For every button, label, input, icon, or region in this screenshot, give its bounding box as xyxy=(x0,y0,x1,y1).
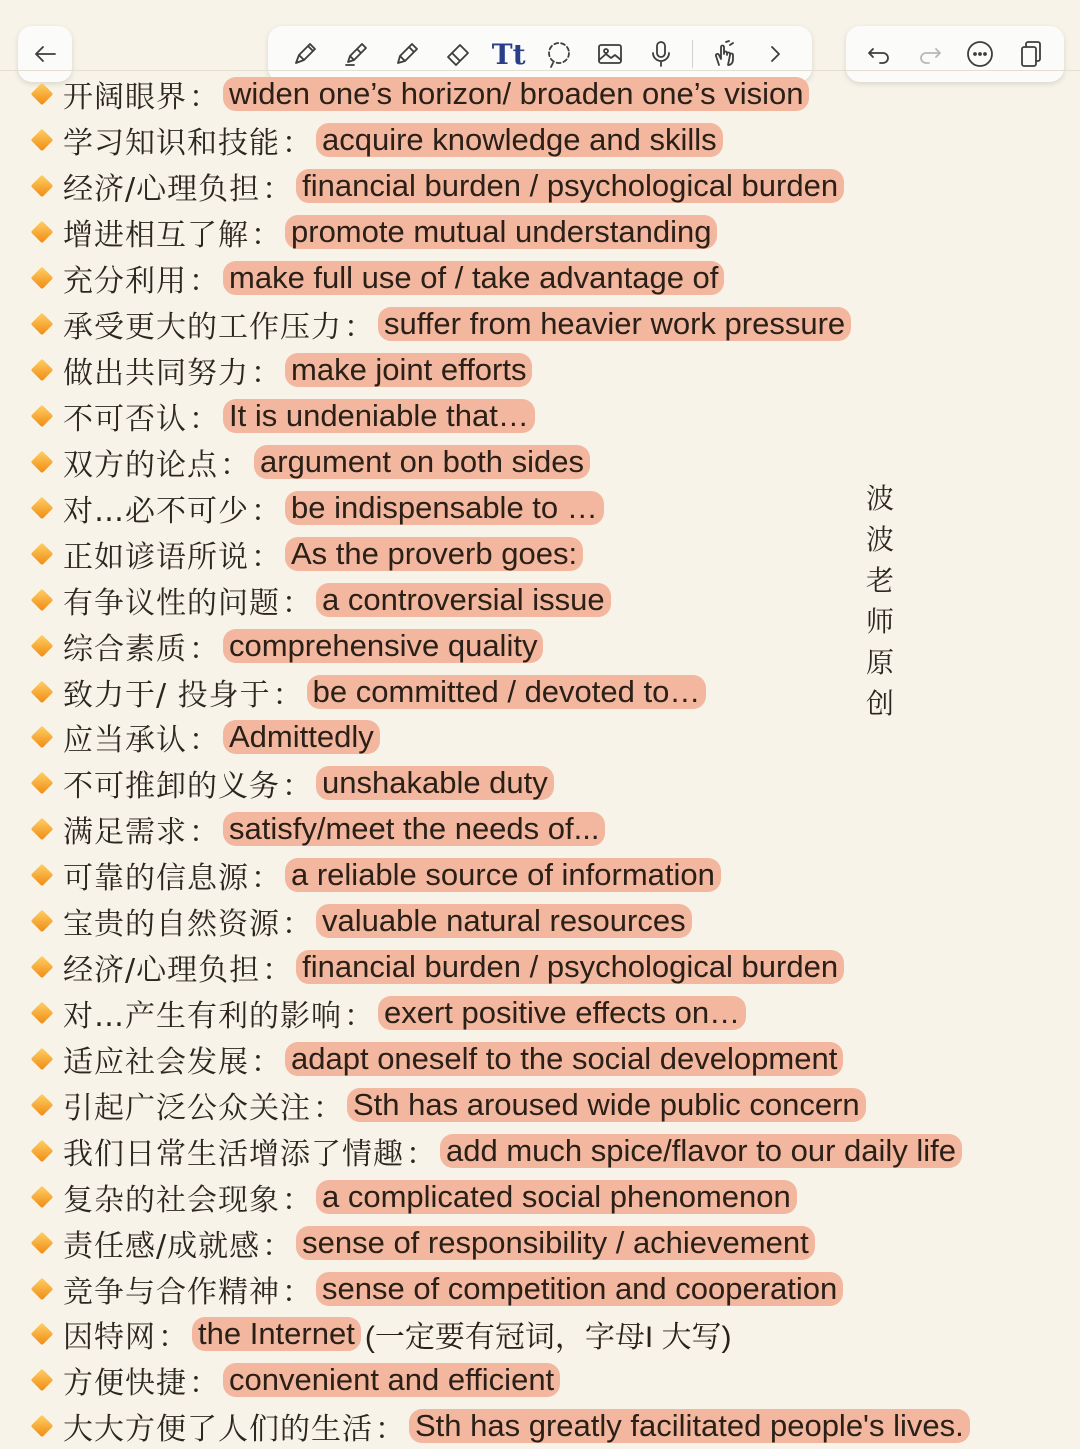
english-phrase-highlight: As the proverb goes: xyxy=(285,537,583,571)
phrase-row xyxy=(32,944,844,990)
separator: ： xyxy=(344,310,374,345)
chinese-term: 宝贵的自然资源 xyxy=(63,907,280,942)
separator: ： xyxy=(375,1412,405,1447)
phrase-row xyxy=(32,393,535,439)
separator: ： xyxy=(282,907,312,942)
english-phrase-highlight: a reliable source of information xyxy=(285,858,721,892)
separator: ： xyxy=(262,953,293,988)
chinese-term: 方便快捷 xyxy=(63,1366,187,1401)
lasso-icon[interactable] xyxy=(539,34,579,74)
chinese-term: 满足需求 xyxy=(63,815,187,850)
undo-icon[interactable] xyxy=(859,34,899,74)
phrase-row xyxy=(32,301,851,347)
separator: ： xyxy=(282,586,312,621)
chinese-term: 引起广泛公众关注 xyxy=(63,1091,311,1126)
phrase-row xyxy=(32,1357,560,1403)
diamond-bullet-icon xyxy=(31,543,54,566)
separator: ： xyxy=(272,678,303,713)
separator: ： xyxy=(189,815,219,850)
redo-icon[interactable] xyxy=(910,34,950,74)
english-phrase-highlight: argument on both sides xyxy=(254,445,590,479)
english-phrase-highlight: Admittedly xyxy=(223,720,380,754)
phrase-row xyxy=(32,485,604,531)
diamond-bullet-icon xyxy=(31,726,54,749)
chinese-term: 不可否认 xyxy=(63,402,187,437)
chevron-left-icon xyxy=(25,34,65,74)
highlighter-icon[interactable] xyxy=(336,34,376,74)
diamond-bullet-icon xyxy=(31,1369,54,1392)
pen-icon[interactable] xyxy=(285,34,325,74)
phrase-row xyxy=(32,577,611,623)
separator: ： xyxy=(251,540,281,575)
english-phrase-highlight: convenient and efficient xyxy=(223,1363,560,1397)
english-phrase-highlight: add much spice/flavor to our daily life xyxy=(440,1134,962,1168)
diamond-bullet-icon xyxy=(31,497,54,520)
separator: ： xyxy=(282,126,312,161)
diamond-bullet-icon xyxy=(31,818,54,841)
phrase-row xyxy=(32,623,543,669)
english-phrase-highlight: sense of responsibility / achievement xyxy=(296,1226,815,1260)
english-phrase-highlight: widen one’s horizon/ broaden one’s vision xyxy=(223,77,809,111)
phrase-row xyxy=(32,1220,815,1266)
phrase-row xyxy=(32,990,746,1036)
english-phrase-highlight: valuable natural resources xyxy=(316,904,692,938)
english-phrase-highlight: suffer from heavier work pressure xyxy=(378,307,851,341)
chinese-term: 责任感/成就感 xyxy=(63,1229,261,1264)
english-phrase-highlight: comprehensive quality xyxy=(223,629,543,663)
english-phrase-highlight: be committed / devoted to… xyxy=(307,675,707,709)
separator: ： xyxy=(251,356,281,391)
separator: ： xyxy=(220,448,250,483)
phrase-row xyxy=(32,1311,732,1357)
image-icon[interactable] xyxy=(590,34,630,74)
english-phrase-highlight: acquire knowledge and skills xyxy=(316,123,723,157)
phrase-row xyxy=(32,714,380,760)
phrase-row xyxy=(32,1403,970,1449)
phrase-row xyxy=(32,1082,866,1128)
chinese-term: 经济/心理负担 xyxy=(63,172,261,207)
chinese-term: 对…必不可少 xyxy=(63,494,249,529)
diamond-bullet-icon xyxy=(31,267,54,290)
diamond-bullet-icon xyxy=(31,1094,54,1117)
english-phrase-highlight: the Internet xyxy=(192,1317,361,1351)
chinese-term: 增进相互了解 xyxy=(63,218,249,253)
diamond-bullet-icon xyxy=(31,313,54,336)
diamond-bullet-icon xyxy=(31,1415,54,1438)
phrase-row xyxy=(32,439,590,485)
chinese-term: 对…产生有利的影响 xyxy=(63,999,342,1034)
phrase-row xyxy=(32,898,692,944)
separator: ： xyxy=(189,80,219,115)
chinese-term: 充分利用 xyxy=(63,264,187,299)
phrase-row xyxy=(32,255,724,301)
english-phrase-highlight: a controversial issue xyxy=(316,583,611,617)
diamond-bullet-icon xyxy=(31,1048,54,1071)
document-actions xyxy=(846,26,1064,82)
diamond-bullet-icon xyxy=(31,956,54,979)
separator: ： xyxy=(189,632,219,667)
separator: ： xyxy=(282,1183,312,1218)
diamond-bullet-icon xyxy=(31,635,54,658)
chinese-term: 复杂的社会现象 xyxy=(63,1183,280,1218)
chinese-term: 不可推卸的义务 xyxy=(63,769,280,804)
english-phrase-highlight: Sth has aroused wide public concern xyxy=(347,1088,866,1122)
chinese-term: 应当承认 xyxy=(63,723,187,758)
english-phrase-highlight: be indispensable to … xyxy=(285,491,604,525)
separator: ： xyxy=(282,769,312,804)
chinese-term: 综合素质 xyxy=(63,632,187,667)
separator: ： xyxy=(189,264,219,299)
text-tool-icon[interactable]: Tt xyxy=(491,37,526,71)
separator: ： xyxy=(189,402,219,437)
separator: ： xyxy=(262,172,293,207)
english-phrase-highlight: financial burden / psychological burden xyxy=(296,950,844,984)
diamond-bullet-icon xyxy=(31,451,54,474)
chinese-term: 双方的论点 xyxy=(63,448,218,483)
diamond-bullet-icon xyxy=(31,1278,54,1301)
watermark: 波波老师原创 xyxy=(865,482,894,720)
usage-note: (一定要有冠词，字母I 大写) xyxy=(364,1321,732,1354)
chinese-term: 致力于/ 投身于 xyxy=(63,678,271,713)
english-phrase-highlight: adapt oneself to the social development xyxy=(285,1042,843,1076)
microphone-icon[interactable] xyxy=(641,34,681,74)
separator: ： xyxy=(344,999,374,1034)
phrase-row xyxy=(32,1128,962,1174)
english-phrase-highlight: It is undeniable that… xyxy=(223,399,535,433)
english-phrase-highlight: a complicated social phenomenon xyxy=(316,1180,797,1214)
english-phrase-highlight: promote mutual understanding xyxy=(285,215,717,249)
english-phrase-highlight: Sth has greatly facilitated people's lives. xyxy=(409,1409,970,1443)
english-phrase-highlight: satisfy/meet the needs of... xyxy=(223,812,605,846)
diamond-bullet-icon xyxy=(31,589,54,612)
english-phrase-highlight: make full use of / take advantage of xyxy=(223,261,724,295)
ellipsis-icon[interactable] xyxy=(960,34,1000,74)
diamond-bullet-icon xyxy=(31,1232,54,1255)
separator: ： xyxy=(251,861,281,896)
eraser-icon[interactable] xyxy=(438,34,478,74)
separator: ： xyxy=(313,1091,343,1126)
separator: ： xyxy=(282,1275,312,1310)
touch-icon[interactable] xyxy=(704,34,744,74)
diamond-bullet-icon xyxy=(31,129,54,152)
diamond-bullet-icon xyxy=(31,1140,54,1163)
phrase-row xyxy=(32,71,809,117)
separator: ： xyxy=(251,1045,281,1080)
separator: ： xyxy=(251,494,281,529)
chinese-term: 因特网 xyxy=(63,1320,156,1355)
pencil-icon[interactable] xyxy=(387,34,427,74)
phrase-row xyxy=(32,1036,843,1082)
diamond-bullet-icon xyxy=(31,1186,54,1209)
chinese-term: 承受更大的工作压力 xyxy=(63,310,342,345)
separator: ： xyxy=(406,1137,436,1172)
english-phrase-highlight: financial burden / psychological burden xyxy=(296,169,844,203)
phrase-row xyxy=(32,163,844,209)
chinese-term: 竞争与合作精神 xyxy=(63,1275,280,1310)
diamond-bullet-icon xyxy=(31,359,54,382)
diamond-bullet-icon xyxy=(31,772,54,795)
separator: ： xyxy=(251,218,281,253)
toolbar-divider xyxy=(692,40,693,68)
chinese-term: 有争议性的问题 xyxy=(63,586,280,621)
phrase-row xyxy=(32,760,554,806)
chevron-right-icon[interactable] xyxy=(755,34,795,74)
pages-icon[interactable] xyxy=(1011,34,1051,74)
diamond-bullet-icon xyxy=(31,681,54,704)
phrase-row xyxy=(32,209,717,255)
phrase-row xyxy=(32,1266,843,1312)
english-phrase-highlight: sense of competition and cooperation xyxy=(316,1272,843,1306)
diamond-bullet-icon xyxy=(31,1002,54,1025)
chinese-term: 可靠的信息源 xyxy=(63,861,249,896)
chinese-term: 学习知识和技能 xyxy=(63,126,280,161)
diamond-bullet-icon xyxy=(31,83,54,106)
diamond-bullet-icon xyxy=(31,221,54,244)
phrase-row xyxy=(32,117,723,163)
separator: ： xyxy=(158,1320,188,1355)
diamond-bullet-icon xyxy=(31,175,54,198)
chinese-term: 正如谚语所说 xyxy=(63,540,249,575)
diamond-bullet-icon xyxy=(31,864,54,887)
phrase-row xyxy=(32,1174,797,1220)
chinese-term: 经济/心理负担 xyxy=(63,953,261,988)
separator: ： xyxy=(262,1229,293,1264)
english-phrase-highlight: exert positive effects on… xyxy=(378,996,746,1030)
diamond-bullet-icon xyxy=(31,910,54,933)
english-phrase-highlight: make joint efforts xyxy=(285,353,532,387)
chinese-term: 适应社会发展 xyxy=(63,1045,249,1080)
chinese-term: 开阔眼界 xyxy=(63,80,187,115)
phrase-row xyxy=(32,669,706,715)
phrase-row xyxy=(32,806,605,852)
english-phrase-highlight: unshakable duty xyxy=(316,766,554,800)
chinese-term: 做出共同努力 xyxy=(63,356,249,391)
separator: ： xyxy=(189,723,219,758)
separator: ： xyxy=(189,1366,219,1401)
diamond-bullet-icon xyxy=(31,1323,54,1346)
chinese-term: 我们日常生活增添了情趣 xyxy=(63,1137,404,1172)
phrase-row xyxy=(32,531,583,577)
phrase-row xyxy=(32,852,721,898)
chinese-term: 大大方便了人们的生活 xyxy=(63,1412,373,1447)
diamond-bullet-icon xyxy=(31,405,54,428)
phrase-row xyxy=(32,347,532,393)
